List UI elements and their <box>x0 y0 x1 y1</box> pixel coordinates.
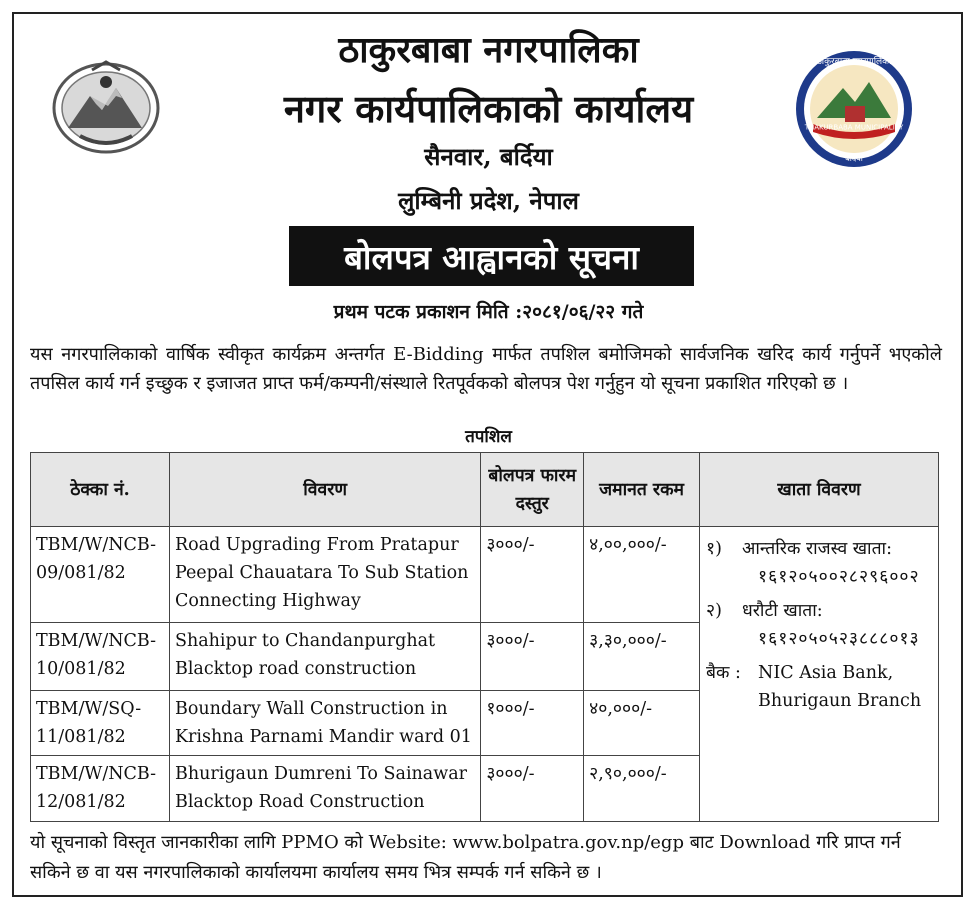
bank-label: बैक : <box>706 663 741 683</box>
description-cell: Shahipur to Chandanpurghat Blacktop road construction <box>169 623 480 691</box>
header-account: खाता विवरण <box>700 453 939 527</box>
form-fee-cell: १०००/- <box>481 691 584 756</box>
intro-paragraph: यस नगरपालिकाको वार्षिक स्वीकृत कार्यक्रम अन्तर्गत E-Bidding मार्फत तपशिल बमोजिमको सार्वजनिक खरिद कार्य गर्नुपर्ने भएकोले तपसिल कार्य गर्न इच्छुक र इजाजत प्राप्त फर्म/कम्पनी/संस्थाले रितपूर्वकको बोलपत्र पेश गर्नुहुन यो सूचना प्रकाशित गरिएको छ । <box>30 344 942 394</box>
header-deposit: जमानत रकम <box>584 453 700 527</box>
form-fee-cell: ३०००/- <box>481 527 584 623</box>
contract-no-cell: TBM/W/NCB-09/081/82 <box>31 527 170 623</box>
office-title: नगर कार्यपालिकाको कार्यालय <box>283 86 694 131</box>
footer-note: यो सूचनाको विस्तृत जानकारीका लागि PPMO को Website: www.bolpatra.gov.np/egp बाट Download गरि प्राप्त गर्न सकिने छ वा यस नगरपालिकाको कार्यालयमा कार्यालय समय भित्र सम्पर्क गर्न सकिने छ । <box>30 832 901 883</box>
deposit-cell: २,९०,०००/- <box>584 756 700 822</box>
contract-no-cell: TBM/W/SQ-11/081/82 <box>31 691 170 756</box>
table-row <box>31 527 939 623</box>
svg-text:THAKURBABA MUNICIPALITY: THAKURBABA MUNICIPALITY <box>804 123 904 132</box>
deposit-cell: ३,३०,०००/- <box>584 623 700 691</box>
deposit-cell: ४०,०००/- <box>584 691 700 756</box>
account-item-1-number: १) <box>706 539 722 559</box>
svg-text:ठाकुरबाबा नगरपालिका: ठाकुरबाबा नगरपालिका <box>816 57 892 67</box>
account-item-2-number: २) <box>706 601 722 621</box>
description-cell: Bhurigaun Dumreni To Sainawar Blacktop Road Construction <box>169 756 480 822</box>
bid-table <box>30 452 939 822</box>
publication-date: प्रथम पटक प्रकाशन मिति :२०८१/०६/२२ गते <box>333 301 644 323</box>
municipality-title: ठाकुरबाबा नगरपालिका <box>338 29 639 71</box>
address-line-2: लुम्बिनी प्रदेश, नेपाल <box>398 186 579 215</box>
account-item-1-label: आन्तरिक राजस्व खाता: <box>742 539 892 559</box>
account-item-1-value: १६१२०५००२८२९६००२ <box>758 567 920 587</box>
notice-heading: बोलपत्र आह्वानको सूचना <box>289 226 694 286</box>
description-cell: Road Upgrading From Pratapur Peepal Chauatara To Sub Station Connecting Highway <box>169 527 480 623</box>
account-details-cell <box>700 527 939 822</box>
bank-name: NIC Asia Bank, <box>758 663 894 683</box>
form-fee-cell: ३०००/- <box>481 756 584 822</box>
account-item-2-value: १६१२०५०५२३८८८०१३ <box>758 629 920 649</box>
account-item-2-label: धरौटी खाता: <box>742 601 823 621</box>
header-contract-no: ठेक्का नं. <box>31 453 170 527</box>
description-cell: Boundary Wall Construction in Krishna Parnami Mandir ward 01 <box>169 691 480 756</box>
contract-no-cell: TBM/W/NCB-12/081/82 <box>31 756 170 822</box>
header-description: विवरण <box>169 453 480 527</box>
schedule-label: तपशिल <box>465 427 512 447</box>
bank-branch: Bhurigaun Branch <box>758 691 922 711</box>
contract-no-cell: TBM/W/NCB-10/081/82 <box>31 623 170 691</box>
svg-text:बर्दिया: बर्दिया <box>845 154 863 163</box>
header-form-fee: बोलपत्र फारम दस्तुर <box>481 453 584 527</box>
form-fee-cell: ३०००/- <box>481 623 584 691</box>
address-line-1: सैनवार, बर्दिया <box>424 142 553 171</box>
deposit-cell: ४,००,०००/- <box>584 527 700 623</box>
